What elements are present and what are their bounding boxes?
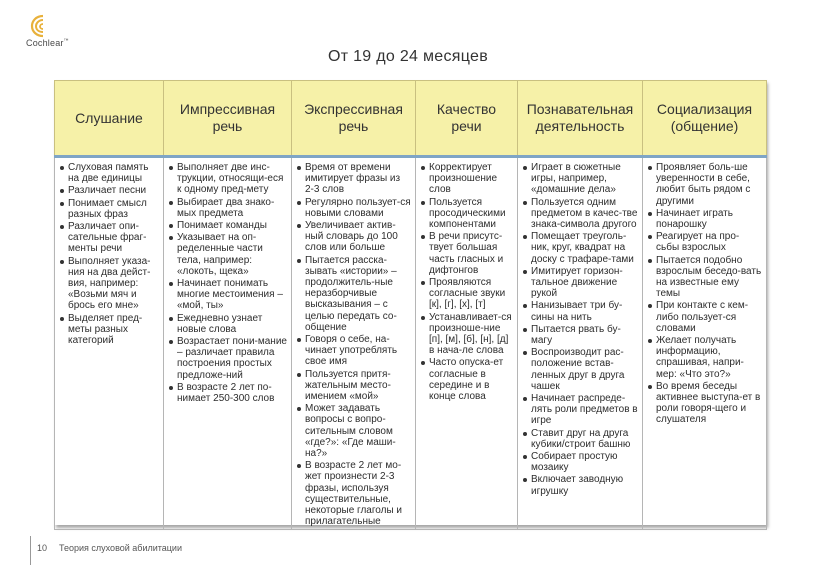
list-item: Начинает понимать многие местоимения – «мой, ты» bbox=[169, 278, 287, 312]
listening-cell bbox=[55, 157, 164, 530]
brand-name: Cochlear™ bbox=[26, 38, 69, 48]
speech-quality-cell bbox=[416, 157, 518, 530]
list-item: Понимает команды bbox=[169, 220, 287, 231]
list-item: Пытается подобно взрослым беседо-вать на известные ему темы bbox=[648, 255, 762, 300]
column-heading-speech-quality: Качество речи bbox=[416, 81, 518, 157]
cognitive-activity-cell bbox=[518, 157, 643, 530]
list-item: Часто опуска-ет согласные в середине и в конце слова bbox=[421, 357, 513, 402]
impressive-speech-cell bbox=[164, 157, 292, 530]
list-item: Корректирует произношение слов bbox=[421, 162, 513, 196]
list-item: Регулярно пользует-ся новыми словами bbox=[297, 197, 411, 219]
list-item: В речи присутс-твует большая часть гласных и дифтонгов bbox=[421, 231, 513, 276]
list-item: Время от времени имитирует фразы из 2-3 слов bbox=[297, 162, 411, 196]
list-item: Пытается рвать бу-магу bbox=[523, 324, 638, 346]
list-item: Выделяет пред-меты разных категорий bbox=[60, 313, 159, 347]
expressive-speech-cell bbox=[292, 157, 416, 530]
list-item: Говоря о себе, на-чинает употреблять свое имя bbox=[297, 334, 411, 368]
list-item: Возрастает пони-мание – различает правила построения простых предложе-ний bbox=[169, 336, 287, 381]
page-footer bbox=[30, 536, 182, 565]
list-item: Помещает треуголь-ник, круг, квадрат на доску с трафаре-тами bbox=[523, 231, 638, 265]
table-row bbox=[55, 157, 767, 530]
list-item: При контакте с кем-либо пользует-ся словами bbox=[648, 300, 762, 334]
list-item: Устанавливает-ся произноше-ние [п], [м], [б], [н], [д] в нача-ле слова bbox=[421, 312, 513, 357]
page-number: 10 bbox=[37, 543, 48, 553]
list-item: Различает опи-сательные фраг-менты речи bbox=[60, 221, 159, 255]
list-item: Играет в сюжетные игры, например, «домашние дела» bbox=[523, 162, 638, 196]
development-table bbox=[54, 80, 766, 528]
list-item: Различает песни bbox=[60, 185, 159, 196]
list-item: Начинает играть понарошку bbox=[648, 208, 762, 230]
list-item: Выбирает два знако-мых предмета bbox=[169, 197, 287, 219]
list-item: Пытается расска-зывать «истории» – продолжитель-ные неразборчивые высказывания – с целью передать со-общение bbox=[297, 255, 411, 333]
table-header-row bbox=[55, 81, 767, 157]
list-item: В возрасте 2 лет мо-жет произнести 2-3 фразы, используя существительные, некоторые глаголы и прилагательные bbox=[297, 460, 411, 527]
column-heading-cognitive-activity: Познавательная деятельность bbox=[518, 81, 643, 157]
column-heading-expressive-speech: Экспрессивная речь bbox=[292, 81, 416, 157]
list-item: Выполняет две инс-трукции, относящи-еся к одному пред-мету bbox=[169, 162, 287, 196]
cochlear-swirl-icon bbox=[30, 14, 56, 38]
page-title: От 19 до 24 месяцев bbox=[327, 48, 489, 65]
list-item: Пользуется притя-жательным место-имением «мой» bbox=[297, 369, 411, 403]
list-item: Воспроизводит рас-положение встав-ленных друг в друга чашек bbox=[523, 347, 638, 392]
list-item: Во время беседы активнее выступа-ет в роли говоря-щего и слушателя bbox=[648, 381, 762, 426]
list-item: Пользуется одним предметом в качес-тве знака-символа другого bbox=[523, 197, 638, 231]
list-item: Собирает простую мозаику bbox=[523, 451, 638, 473]
list-item: Пользуется просодическими компонентами bbox=[421, 197, 513, 231]
list-item: Понимает смысл разных фраз bbox=[60, 198, 159, 220]
list-item: Включает заводную игрушку bbox=[523, 474, 638, 496]
column-heading-impressive-speech: Импрессивная речь bbox=[164, 81, 292, 157]
list-item: Начинает распреде-лять роли предметов в игре bbox=[523, 393, 638, 427]
list-item: Может задавать вопросы с вопро-сительным словом «где?»: «Где маши-на?» bbox=[297, 403, 411, 459]
list-item: Реагирует на про-сьбы взрослых bbox=[648, 231, 762, 253]
list-item: Желает получать информацию, спрашивая, напри-мер: «Что это?» bbox=[648, 335, 762, 380]
socialization-cell bbox=[643, 157, 767, 530]
book-title: Теория слуховой абилитации bbox=[59, 543, 182, 553]
column-heading-listening: Слушание bbox=[55, 81, 164, 157]
list-item: Ставит друг на друга кубики/строит башню bbox=[523, 428, 638, 450]
list-item: Имитирует горизон-тальное движение рукой bbox=[523, 266, 638, 300]
list-item: Нанизывает три бу-сины на нить bbox=[523, 300, 638, 322]
list-item: В возрасте 2 лет по-нимает 250-300 слов bbox=[169, 382, 287, 404]
list-item: Слуховая память на две единицы bbox=[60, 162, 159, 184]
list-item: Ежедневно узнает новые слова bbox=[169, 313, 287, 335]
list-item: Проявляются согласные звуки [к], [г], [х], [т] bbox=[421, 277, 513, 311]
list-item: Проявляет боль-ше уверенности в себе, любит быть рядом с другими bbox=[648, 162, 762, 207]
column-heading-socialization: Социализация (общение) bbox=[643, 81, 767, 157]
list-item: Увеличивает актив-ный словарь до 100 слов или больше bbox=[297, 220, 411, 254]
list-item: Указывает на оп-ределенные части тела, например: «локоть, щека» bbox=[169, 232, 287, 277]
list-item: Выполняет указа-ния на два дейст-вия, например: «Возьми мяч и брось его мне» bbox=[60, 256, 159, 312]
